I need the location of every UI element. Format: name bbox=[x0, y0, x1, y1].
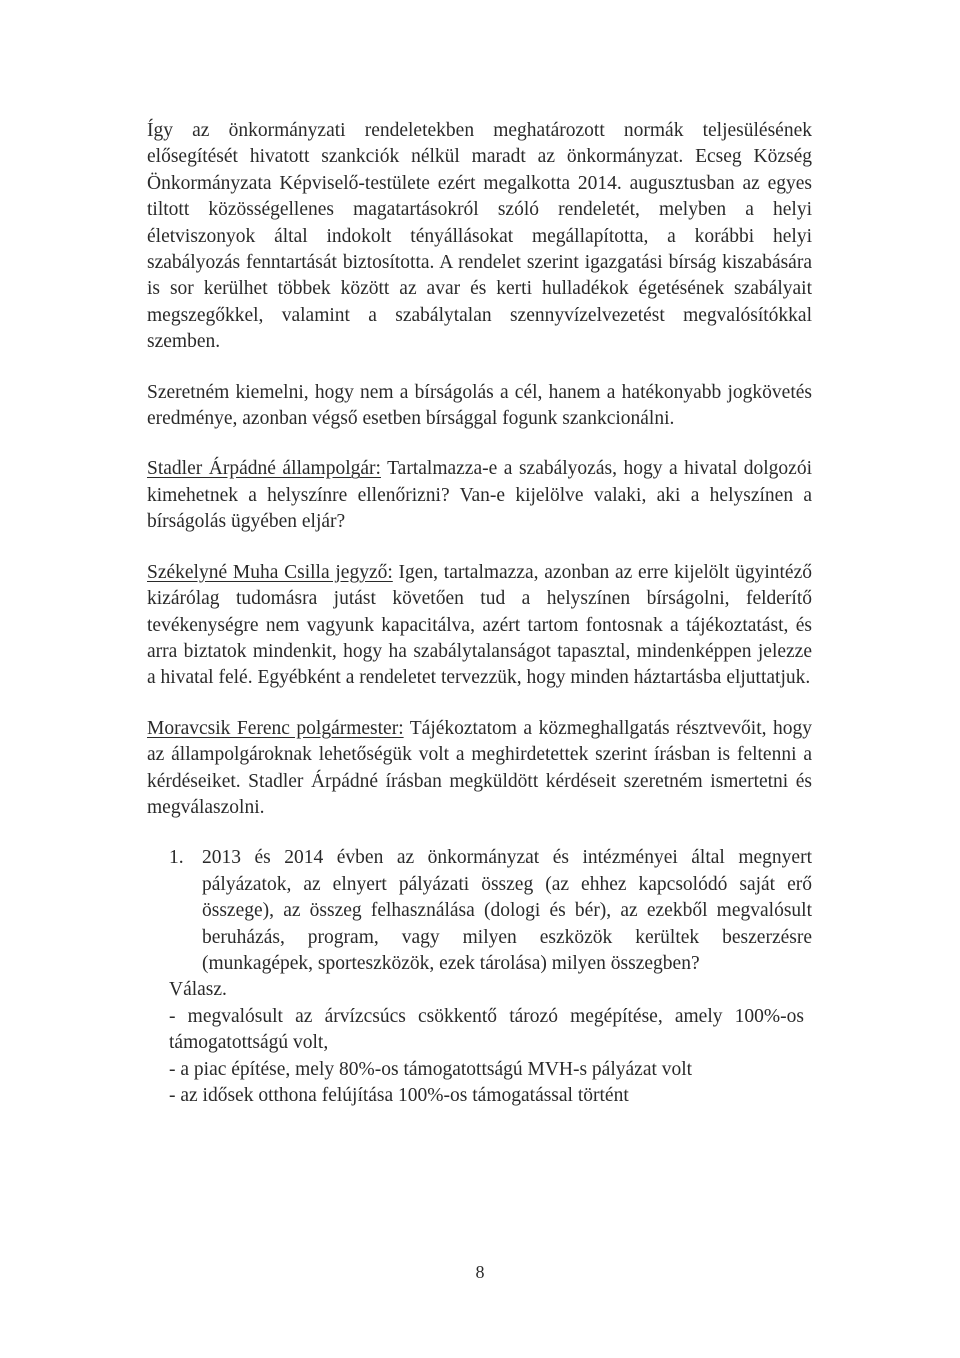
paragraph-answer-jegyzo bbox=[147, 560, 812, 692]
paragraph-intro: Így az önkormányzati rendeletekben meghatározott normák teljesülésének elősegítését hivatott szankciók nélkül maradt az önkormányzat. Ecseg Község Önkormányzata Képviselő-testülete ezért megalkotta 2014. augusztusban az egyes tiltott közösségellenes magatartásokról szóló rendeletét, melyben a helyi életviszonyok által indokolt tényállásokat megállapította, a korábbi helyi szabályozás fenntartását biztosította. A rendelet szerint igazgatási bírság kiszabására is sor kerülhet többek között az avar és kerti hulladékok égetésének szabályait megszegőkkel, valamint a szabálytalan szennyvízelvezetést megvalósítókkal szemben. bbox=[147, 120, 812, 353]
list-item-text: 2013 és 2014 évben az önkormányzat és intézményei által megnyert pályázatok, az elnyert pályázati összeg (az ehhez kapcsolódó saját erő összege), az összeg felhasználása (dologi és bér), az ezekből megvalósult beruházás, program, vagy milyen eszközök kerültek beszerzésre (munkagépek, sporteszközök, ezek tárolása) milyen összegben? bbox=[202, 847, 812, 974]
list-item bbox=[169, 845, 812, 977]
paragraph-question-stadler bbox=[147, 456, 812, 535]
answer-bullet-1: - megvalósult az árvízcsúcs csökkentő tározó megépítése, amely 100%-os támogatottságú volt, bbox=[169, 1005, 804, 1054]
speaker-polgarmester: Moravcsik Ferenc polgármester: bbox=[147, 717, 404, 739]
page-number: 8 bbox=[475, 1262, 485, 1282]
question-list bbox=[147, 845, 812, 1109]
paragraph-polgarmester bbox=[147, 716, 812, 822]
answer-label: Válasz. bbox=[169, 979, 227, 1001]
list-item-number: 1. bbox=[169, 847, 184, 869]
answer-bullet-3: - az idősek otthona felújítása 100%-os támogatással történt bbox=[169, 1085, 629, 1106]
speaker-stadler: Stadler Árpádné állampolgár: bbox=[147, 458, 381, 480]
statement-stadler: Tartalmazza-e a szabályozás, hogy a hivatal dolgozói kimehetnek a helyszínre ellenőrizni? Van-e kijelölve valaki, aki a helyszínen a bírságolás ügyében eljár? bbox=[147, 458, 812, 533]
speaker-jegyzo: Székelyné Muha Csilla jegyző: bbox=[147, 561, 393, 583]
answer-bullet-2: - a piac építése, mely 80%-os támogatottságú MVH-s pályázat volt bbox=[169, 1058, 693, 1080]
document-page bbox=[147, 118, 812, 1109]
statement-jegyzo: Igen, tartalmazza, azonban az erre kijelölt ügyintéző kizárólag tudomásra jutást követően tud a helyszínen bírságolni, felderítő tevékenységre nem vagyunk kapacitálva, azért tartom fontosnak a tájékoztatást, és arra biztatok mindenkit, hogy ha szabálytalanságot tapasztal, mindenképpen jelezze a hivatal felé. Egyébként a rendeletet tervezzük, hogy minden háztartásba eljuttatjuk. bbox=[147, 561, 812, 689]
paragraph-emphasis: Szeretném kiemelni, hogy nem a bírságolás a cél, hanem a hatékonyabb jogkövetés eredménye, azonban végső esetben bírsággal fogunk szankcionálni. bbox=[147, 381, 812, 430]
statement-polgarmester: Tájékoztatom a közmeghallgatás résztvevőit, hogy az állampolgároknak lehetőségük volt a meghirdetettek szerint írásban is feltenni a kérdéseiket. Stadler Árpádné írásban megküldött kérdéseit szeretném ismertetni és megválaszolni. bbox=[147, 717, 812, 818]
